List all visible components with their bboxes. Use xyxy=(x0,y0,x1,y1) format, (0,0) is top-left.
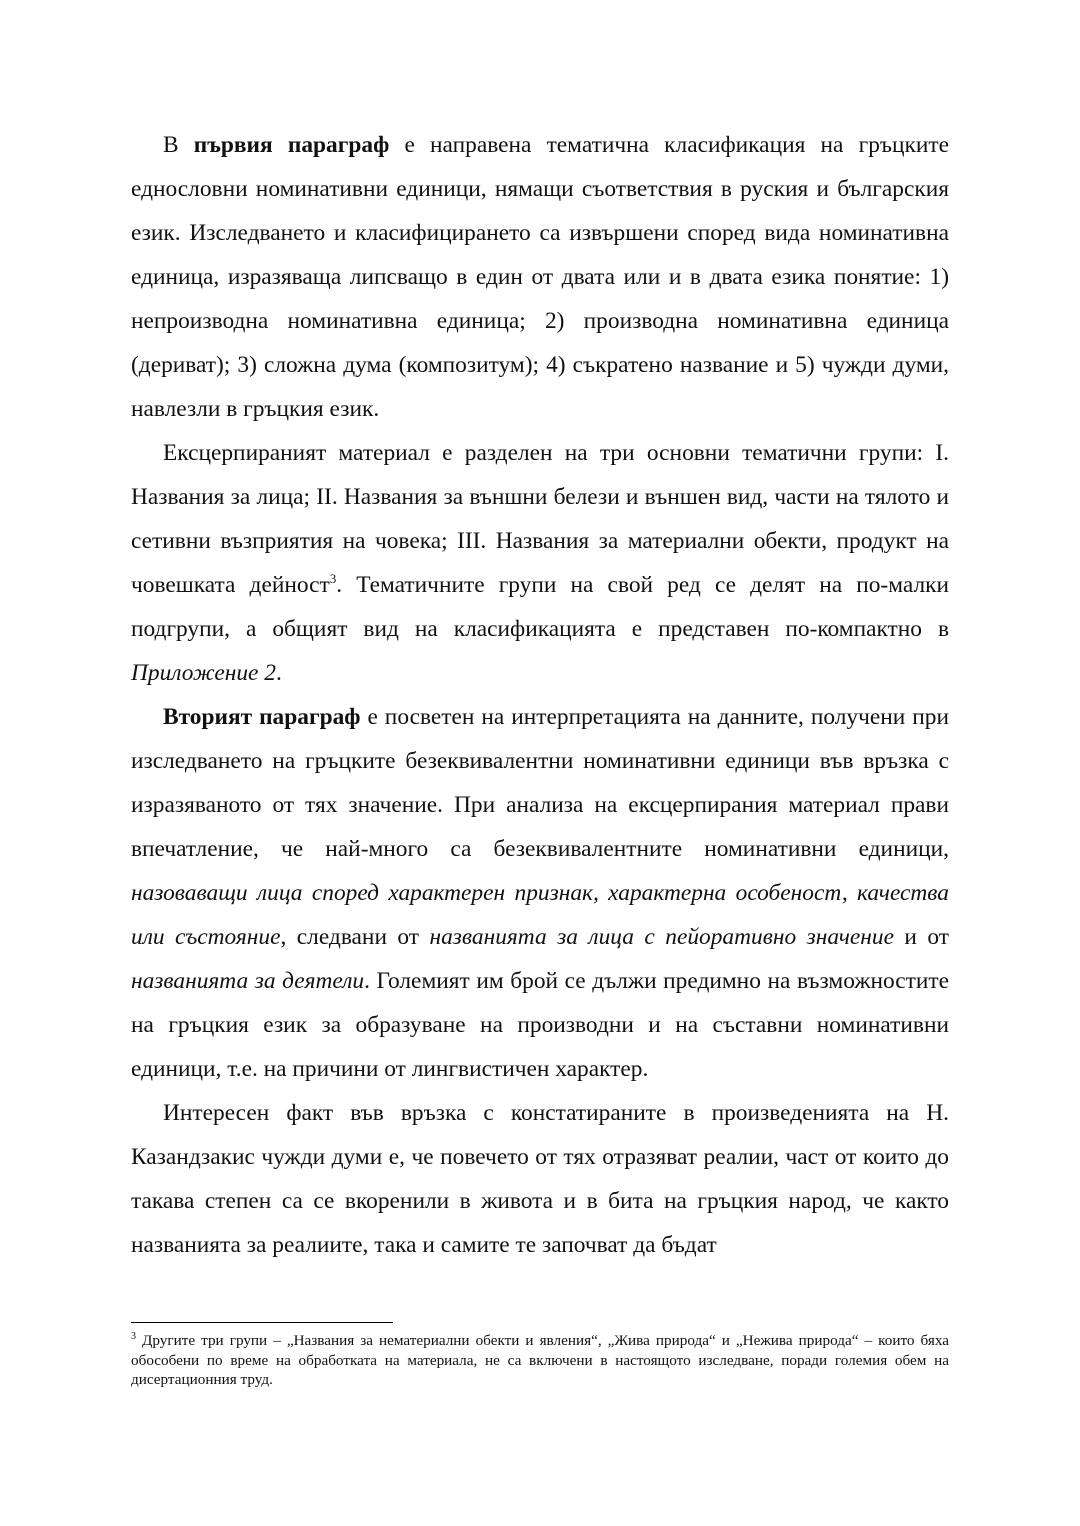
paragraph-3 xyxy=(131,695,949,1091)
text-run: е посветен на интерпретацията на данните, получени при изследването на гръцките безеквивалентни номинативни единици във връзка с изразяваното от тях значение. При анализа на ексцерпирания материал прави впечатление, че най-много са безеквивалентните номинативни единици, xyxy=(131,704,949,862)
bold-term: Вторият параграф xyxy=(163,704,361,730)
paragraph-1 xyxy=(131,123,949,431)
text-run: . Големият им брой се дължи предимно на възможностите на гръцкия език за образуване на производни и на съставни номинативни единици, т.е. на причини от лингвистичен характер. xyxy=(131,968,950,1082)
italic-term: назоваващи лица според характерен признак, характерна особеност, качества или състояние xyxy=(131,880,949,950)
footnote-text: Другите три групи – „Названия за нематериални обекти и явления“, „Жива природа“ и „Нежива природа“ – които бяха обособени по време на обработката на материала, не са включени в настоящото изследване, поради големия обем на дисертационния труд. xyxy=(131,1332,949,1388)
footnote xyxy=(131,1331,949,1390)
italic-term: Приложение 2 xyxy=(131,660,276,686)
text-run: Ексцерпираният материал е разделен на три основни тематични групи: I. Названия за лица; II. Названия за външни белези и външен вид, части на тялото и сетивни възприятия на човека; III. Названия за материални обекти, продукт на човешката дейност xyxy=(131,440,949,598)
footnote-number: 3 xyxy=(131,1330,136,1342)
text-run: е направена тематична класификация на гръцките еднословни номинативни единици, нямащи съответствия в руския и българския език. Изследването и класифицирането са извършени според вида номинативна единица, изразяваща липсващо в един от двата или и в двата езика понятие: 1) непроизводна номинативна единица; 2) производна номинативна единица (дериват); 3) сложна дума (композитум); 4) съкратено название и 5) чужди думи, навлезли в гръцкия език. xyxy=(131,132,950,422)
text-run: В xyxy=(163,132,194,158)
italic-term: названията за лица с пейоративно значение xyxy=(429,924,894,950)
paragraph-2 xyxy=(131,431,949,695)
document-body xyxy=(131,123,949,1267)
paragraph-4 xyxy=(131,1091,949,1267)
text-run: , следвани от xyxy=(280,924,430,950)
text-run: . Тематичните групи на свой ред се делят на по-малки подгрупи, а общият вид на класификацията е представен по-компактно в xyxy=(131,572,950,642)
text-run: и от xyxy=(893,924,949,950)
footnote-separator xyxy=(131,1322,393,1323)
footnote-reference[interactable]: 3 xyxy=(329,571,337,587)
italic-term: названията за деятели xyxy=(131,968,365,994)
text-run: Интересен факт във връзка с констатираните в произведенията на Н. Казандзакис чужди думи е, че повечето от тях отразяват реалии, част от които до такава степен са се вкоренили в живота и в бита на гръцкия народ, че както названията за реалиите, така и самите те започват да бъдат xyxy=(131,1100,949,1258)
bold-term: първия параграф xyxy=(193,132,390,158)
text-run: . xyxy=(275,660,282,686)
